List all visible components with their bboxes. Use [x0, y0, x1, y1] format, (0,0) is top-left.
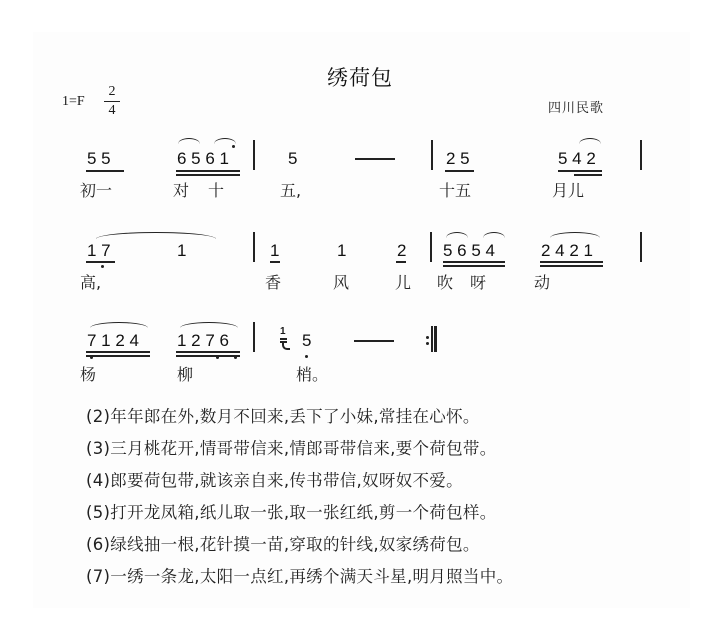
grace-underline: [280, 338, 287, 340]
slur: [446, 232, 468, 238]
high-octave-dot: [232, 145, 235, 148]
low-octave-dot: [234, 356, 237, 359]
barline: [430, 232, 432, 262]
eighth-underline: [443, 261, 505, 263]
note-group: 1 7: [87, 241, 111, 260]
slur: [180, 322, 238, 328]
eighth-underline: [86, 261, 115, 263]
slur: [214, 138, 236, 144]
lyric: 香: [265, 273, 282, 292]
note-group: 7 1 2 4: [87, 331, 139, 350]
lyric: 风: [333, 273, 350, 292]
slur: [483, 232, 505, 238]
thick-barline: [434, 326, 437, 352]
low-octave-dot: [101, 265, 104, 268]
note-group: 1 2 7 6: [177, 331, 229, 350]
eighth-underline: [540, 261, 603, 263]
extension-dash: [354, 340, 394, 342]
note: 5: [288, 149, 298, 168]
slur: [178, 138, 200, 144]
barline: [431, 140, 433, 170]
eighth-underline: [396, 261, 406, 263]
note: 1: [177, 241, 187, 260]
slur: [90, 322, 148, 328]
song-origin: 四川民歌: [548, 101, 605, 116]
barline: [640, 140, 642, 170]
lyric: 十: [208, 181, 225, 200]
lyric: 动: [534, 273, 551, 292]
note-group: 5 6 5 4: [443, 241, 495, 260]
sixteenth-underline: [86, 355, 150, 357]
time-signature: [104, 84, 120, 119]
sixteenth-underline: [443, 265, 505, 267]
time-denominator: 4: [108, 103, 116, 118]
lyric: 初一: [80, 181, 113, 200]
eighth-underline: [86, 170, 124, 172]
lyric: 五,: [280, 181, 302, 200]
time-numerator: 2: [108, 84, 116, 99]
sixteenth-underline: [176, 174, 240, 176]
lyric: 月儿: [552, 181, 585, 200]
lyric: 杨: [80, 365, 97, 384]
eighth-underline: [445, 170, 474, 172]
thin-barline: [431, 326, 433, 352]
barline: [253, 140, 255, 170]
verse-7: (7)一绣一条龙,太阳一点红,再绣个满天斗星,明月照当中。: [86, 567, 514, 586]
note-group: 2 5: [446, 149, 470, 168]
repeat-dot: [426, 342, 429, 345]
verse-6: (6)绿线抽一根,花针摸一苗,穿取的针线,奴家绣荷包。: [86, 535, 480, 554]
sixteenth-underline: [574, 174, 602, 176]
eighth-underline: [86, 351, 150, 353]
repeat-dot: [426, 336, 429, 339]
eighth-underline: [176, 170, 240, 172]
verse-2: (2)年年郎在外,数月不回来,丢下了小妹,常挂在心怀。: [86, 407, 480, 426]
lyric: 吹: [437, 273, 454, 292]
barline: [640, 232, 642, 262]
low-octave-dot: [90, 356, 93, 359]
slur: [579, 138, 601, 144]
lyric: 高,: [80, 273, 102, 292]
song-title: 绣荷包: [327, 66, 393, 90]
eighth-underline: [176, 351, 240, 353]
grace-note: 1: [280, 326, 286, 337]
barline: [253, 232, 255, 262]
lyric: 呀: [470, 273, 487, 292]
sixteenth-underline: [176, 355, 240, 357]
low-octave-dot: [216, 356, 219, 359]
extension-dash: [355, 158, 395, 160]
slur: [550, 232, 600, 238]
note-group: 5 4 2: [558, 149, 596, 168]
slur: [96, 232, 216, 239]
note-group: 2 4 2 1: [541, 241, 593, 260]
barline: [253, 322, 255, 352]
lyric: 对: [173, 181, 190, 200]
low-octave-dot: [305, 355, 308, 358]
note: 1: [337, 241, 347, 260]
note: 5: [302, 331, 312, 350]
note-group: 5 5: [87, 149, 111, 168]
lyric: 梢。: [296, 365, 329, 384]
lyric: 儿: [395, 273, 412, 292]
sixteenth-underline: [540, 265, 603, 267]
lyric: 十五: [439, 181, 472, 200]
verse-5: (5)打开龙凤箱,纸儿取一张,取一张红纸,剪一个荷包样。: [86, 503, 497, 522]
note-group: 6 5 6 1: [177, 149, 229, 168]
lyric: 柳: [177, 365, 194, 384]
note: 2: [397, 241, 407, 260]
eighth-underline: [558, 170, 602, 172]
verse-3: (3)三月桃花开,情哥带信来,情郎哥带信来,要个荷包带。: [86, 439, 497, 458]
key-signature: 1=F: [62, 94, 85, 109]
eighth-underline: [270, 261, 280, 263]
verse-4: (4)郎要荷包带,就该亲自来,传书带信,奴呀奴不爱。: [86, 471, 463, 490]
grace-slur: [282, 341, 290, 350]
note: 1: [270, 241, 280, 260]
